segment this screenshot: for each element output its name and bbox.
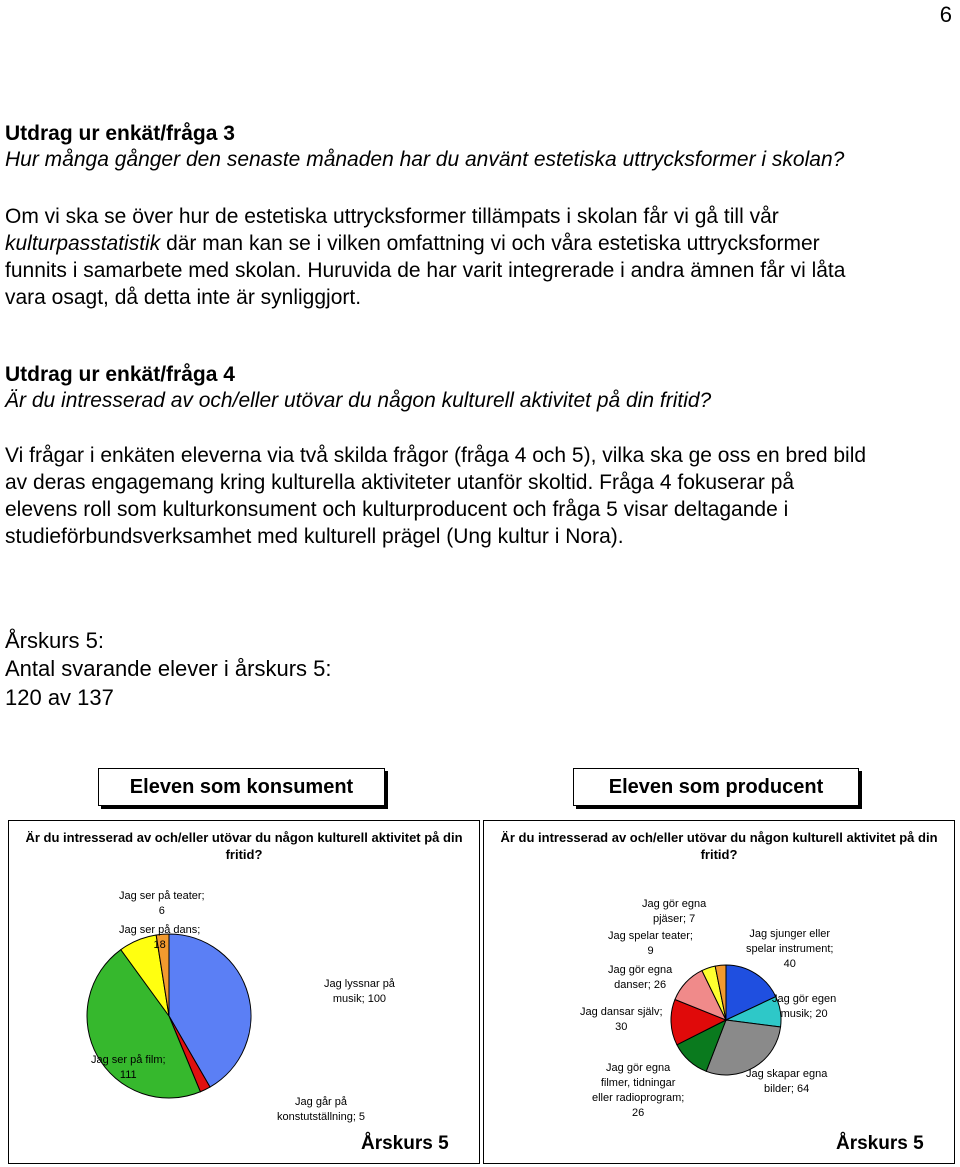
label-ser-film: Jag ser på film; 111	[91, 1054, 166, 1081]
q3-para-line-1: Om vi ska se över hur de estetiska uttrycksformer tillämpats i skolan får vi gå till vår	[5, 205, 779, 228]
grade-respondents-label: Antal svarande elever i årskurs 5:	[5, 656, 332, 681]
consumer-pie-chart	[8, 820, 480, 1164]
q3-heading: Utdrag ur enkät/fråga 3	[5, 122, 235, 145]
q4-question: Är du intresserad av och/eller utövar du någon kulturell aktivitet på din fritid?	[5, 389, 712, 412]
chart-footer: Årskurs 5	[361, 1133, 449, 1154]
label-lyssnar-musik: Jag lyssnar på musik; 100	[324, 978, 395, 1005]
label-dansar-sjalv: Jag dansar själv; 30	[580, 1006, 663, 1033]
kulturpass-term: kulturpasstatistik	[5, 232, 161, 255]
q4-paragraph	[5, 442, 957, 550]
q4-para-line-1: Vi frågar i enkäten eleverna via två skilda frågor (fråga 4 och 5), vilka ska ge oss en bred bild	[5, 444, 867, 467]
label-egna-pjaser: Jag gör egna pjäser; 7	[642, 898, 707, 925]
q3-para-line-2	[5, 230, 957, 257]
label-ser-teater: Jag ser på teater; 6	[119, 890, 205, 917]
label-spelar-teater: Jag spelar teater; 9	[608, 930, 693, 957]
label-ser-dans: Jag ser på dans; 18	[119, 924, 201, 951]
q3-para-line-4: vara osagt, då detta inte är synliggjort.	[5, 286, 362, 309]
label-sjunger-spelar: Jag sjunger eller spelar instrument; 40	[746, 928, 834, 970]
grade-respondents-count: 120 av 137	[5, 685, 114, 710]
chart-title: Är du intresserad av och/eller utövar du någon kulturell aktivitet på din fritid?	[500, 830, 938, 862]
grade-title: Årskurs 5:	[5, 628, 105, 653]
q4-para-line-4: studieförbundsverksamhet med kulturell prägel (Ung kultur i Nora).	[5, 525, 624, 548]
label-egen-musik: Jag gör egen musik; 20	[772, 993, 837, 1020]
q4-para-line-2: av deras engagemang kring kulturella aktiviteter utanför skoltid. Fråga 4 fokuserar på	[5, 471, 795, 494]
producer-pie-chart	[483, 820, 955, 1164]
q3-para-line-2-rest: där man kan se i vilken omfattning vi och våra estetiska uttrycksformer	[160, 232, 820, 255]
q3-question: Hur många gånger den senaste månaden har du använt estetiska uttrycksformer i skolan?	[5, 148, 845, 171]
chart-footer: Årskurs 5	[836, 1133, 924, 1154]
q4-para-line-3: elevens roll som kulturkonsument och kulturproducent och fråga 5 visar deltagande i	[5, 498, 789, 521]
page-number: 6	[939, 2, 952, 27]
label-konstutstallning: Jag går på konstutställning; 5	[277, 1096, 366, 1123]
label-egna-filmer: Jag gör egna filmer, tidningar eller radioprogram; 26	[592, 1062, 685, 1119]
q3-para-line-3: funnits i samarbete med skolan. Huruvida de har varit integrerade i andra ämnen får vi låta	[5, 259, 846, 282]
label-egna-danser: Jag gör egna danser; 26	[608, 964, 673, 991]
producer-label: Eleven som producent	[573, 768, 859, 806]
consumer-pie-svg	[9, 821, 479, 1163]
producer-pie-svg	[484, 821, 954, 1163]
label-skapar-bilder: Jag skapar egna bilder; 64	[746, 1068, 828, 1095]
q4-heading: Utdrag ur enkät/fråga 4	[5, 363, 235, 386]
consumer-label: Eleven som konsument	[98, 768, 385, 806]
q3-paragraph	[5, 203, 957, 311]
chart-title: Är du intresserad av och/eller utövar du någon kulturell aktivitet på din fritid?	[25, 830, 463, 862]
